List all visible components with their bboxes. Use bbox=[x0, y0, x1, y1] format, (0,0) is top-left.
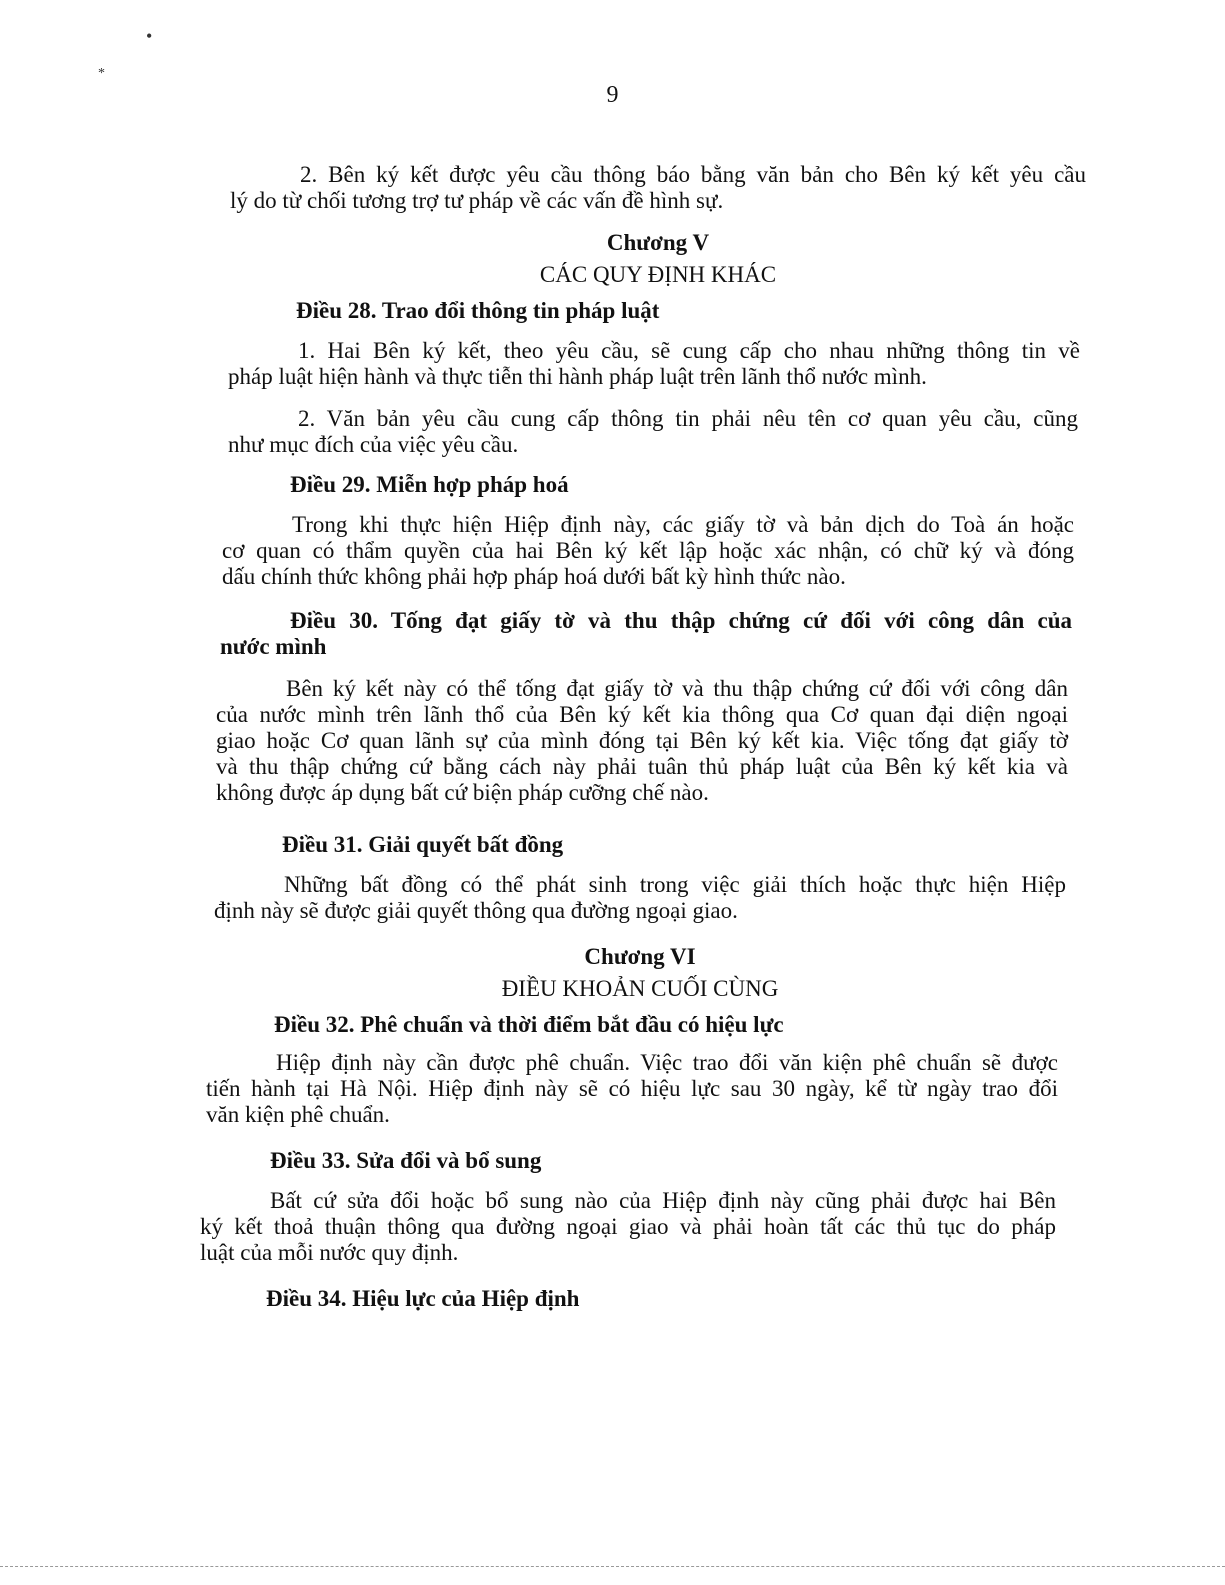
paragraph-line: Bất cứ sửa đổi hoặc bổ sung nào của Hiệp định này cũng phải được hai Bên bbox=[270, 1188, 1056, 1213]
paragraph-line: lý do từ chối tương trợ tư pháp về các vấn đề hình sự. bbox=[230, 188, 724, 213]
paragraph-line: Những bất đồng có thể phát sinh trong việc giải thích hoặc thực hiện Hiệp bbox=[284, 872, 1066, 897]
paragraph-line: luật của mỗi nước quy định. bbox=[200, 1240, 459, 1265]
paragraph-line: như mục đích của việc yêu cầu. bbox=[228, 432, 519, 457]
article-heading: Điều 32. Phê chuẩn và thời điểm bắt đầu có hiệu lực bbox=[274, 1012, 784, 1037]
paragraph-line: và thu thập chứng cứ bằng cách này phải tuân thủ pháp luật của Bên ký kết kia và bbox=[216, 754, 1068, 779]
paragraph-line: văn kiện phê chuẩn. bbox=[206, 1102, 390, 1127]
paragraph-line: Bên ký kết này có thể tống đạt giấy tờ và thu thập chứng cứ đối với công dân bbox=[286, 676, 1068, 701]
article-heading: Điều 34. Hiệu lực của Hiệp định bbox=[266, 1286, 580, 1311]
paragraph-line: định này sẽ được giải quyết thông qua đường ngoại giao. bbox=[214, 898, 738, 923]
paragraph-line: 2. Bên ký kết được yêu cầu thông báo bằng văn bản cho Bên ký kết yêu cầu bbox=[300, 162, 1086, 187]
paragraph bbox=[214, 872, 1066, 924]
paragraph-line: Hiệp định này cần được phê chuẩn. Việc trao đổi văn kiện phê chuẩn sẽ được bbox=[276, 1050, 1058, 1075]
article-heading: Điều 31. Giải quyết bất đồng bbox=[282, 832, 564, 857]
paragraph-line: 1. Hai Bên ký kết, theo yêu cầu, sẽ cung cấp cho nhau những thông tin về bbox=[298, 338, 1080, 363]
chapter-subtitle: ĐIỀU KHOẢN CUỐI CÙNG bbox=[501, 976, 779, 1001]
stray-mark: * bbox=[98, 66, 105, 81]
paragraph-line: dấu chính thức không phải hợp pháp hoá dưới bất kỳ hình thức nào. bbox=[222, 564, 846, 589]
chapter-subtitle: CÁC QUY ĐỊNH KHÁC bbox=[539, 262, 777, 287]
article-heading bbox=[220, 608, 1072, 660]
page-number: 9 bbox=[606, 82, 619, 108]
paragraph-line: pháp luật hiện hành và thực tiễn thi hành pháp luật trên lãnh thổ nước mình. bbox=[228, 364, 927, 389]
paragraph bbox=[216, 676, 1068, 806]
chapter-title: Chương VI bbox=[584, 944, 696, 969]
paragraph-line: không được áp dụng bất cứ biện pháp cưỡng chế nào. bbox=[216, 780, 709, 805]
paragraph-line: cơ quan có thẩm quyền của hai Bên ký kết lập hoặc xác nhận, có chữ ký và đóng bbox=[222, 538, 1074, 563]
paragraph bbox=[228, 338, 1080, 390]
paragraph bbox=[222, 512, 1074, 590]
article-heading: Điều 33. Sửa đổi và bổ sung bbox=[270, 1148, 542, 1173]
paragraph-line: của nước mình trên lãnh thổ của Bên ký kết kia thông qua Cơ quan đại diện ngoại bbox=[216, 702, 1068, 727]
article-heading: Điều 29. Miễn hợp pháp hoá bbox=[290, 472, 569, 497]
chapter-title: Chương V bbox=[606, 230, 710, 255]
paragraph bbox=[230, 162, 1086, 214]
paragraph bbox=[228, 406, 1078, 458]
paragraph bbox=[200, 1188, 1056, 1266]
paragraph-line: Trong khi thực hiện Hiệp định này, các giấy tờ và bản dịch do Toà án hoặc bbox=[292, 512, 1074, 537]
paragraph-line: giao hoặc Cơ quan lãnh sự của mình đóng tại Bên ký kết kia. Việc tống đạt giấy tờ bbox=[216, 728, 1068, 753]
page-bottom-rule bbox=[0, 1566, 1225, 1567]
paragraph-line: ký kết thoả thuận thông qua đường ngoại giao và phải hoàn tất các thủ tục do pháp bbox=[200, 1214, 1056, 1239]
heading-line: Điều 30. Tống đạt giấy tờ và thu thập chứng cứ đối với công dân của bbox=[290, 608, 1072, 633]
heading-line: nước mình bbox=[220, 634, 327, 659]
stray-mark: • bbox=[146, 26, 153, 46]
paragraph bbox=[206, 1050, 1058, 1128]
article-heading: Điều 28. Trao đổi thông tin pháp luật bbox=[296, 298, 660, 323]
paragraph-line: tiến hành tại Hà Nội. Hiệp định này sẽ có hiệu lực sau 30 ngày, kể từ ngày trao đổi bbox=[206, 1076, 1058, 1101]
paragraph-line: 2. Văn bản yêu cầu cung cấp thông tin phải nêu tên cơ quan yêu cầu, cũng bbox=[298, 406, 1078, 431]
